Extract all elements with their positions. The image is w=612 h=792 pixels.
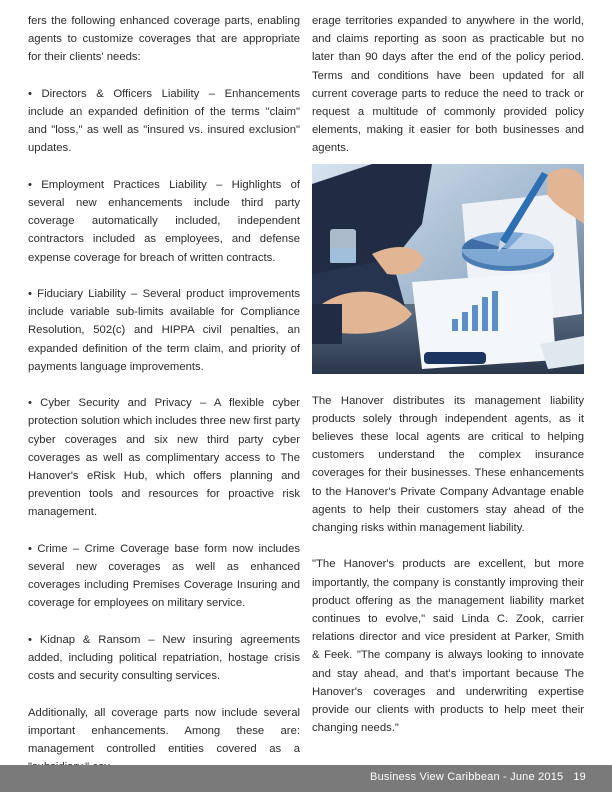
footer-text bbox=[370, 771, 586, 783]
paragraph-zook-quote: "The Hanover's products are excellent, but more importantly, the company is constantly improving their product offering as the management liability market continues to evolve," said Linda C. Zook, carrier relations director and vice president at Parker, Smith & Feek. "The company is always looking to innovate and stay ahead, and that's important because The Hanover's coverages and underwriting expertise provide our clients with products to help meet their changing needs." bbox=[312, 558, 584, 735]
page-number: 19 bbox=[573, 771, 586, 783]
business-meeting-photo bbox=[312, 164, 584, 374]
right-column bbox=[312, 12, 584, 737]
page-footer bbox=[0, 765, 612, 792]
bullet-fiduciary-liability: • Fiduciary Liability – Several product improvements include variable sub-limits available for Compliance Resolution, 502(c) and HIPPA civil penalties, an expanded definition of the term claim, and priority of payments language improvements. bbox=[28, 288, 300, 373]
bullet-directors-officers: • Directors & Officers Liability – Enhancements include an expanded definition of the terms "claim" and "loss," as well as "insured vs. insured exclusion" updates. bbox=[28, 87, 300, 155]
publication-name: Business View Caribbean - June 2015 bbox=[370, 771, 564, 783]
business-meeting-charts-photo-icon bbox=[312, 164, 584, 374]
left-column bbox=[28, 12, 300, 776]
bullet-crime: • Crime – Crime Coverage base form now includes several new coverages as well as enhanced coverages including Premises Coverage Insuring and coverage for employees on military service. bbox=[28, 542, 300, 610]
bullet-cyber-security: • Cyber Security and Privacy – A flexible cyber protection solution which includes three new first party cyber coverages and six new third party cyber coverages as well as complimentary access to The Hanover's eRisk Hub, which offers planning and prevention tools and resources for proactive risk management. bbox=[28, 397, 300, 519]
bullet-employment-practices: • Employment Practices Liability – Highlights of several new enhancements include third party coverage automatically included, independent contractors included as employees, and defense expense coverage for breach of written contracts. bbox=[28, 178, 300, 264]
paragraph-additionally: Additionally, all coverage parts now include several important enhancements. Among these are: management controlled entities covered as a bbox=[28, 706, 300, 756]
paragraph-hanover-distribution: The Hanover distributes its management liability products solely through independent agents, as it believes these local agents are critical to helping customers understand the complex insurance coverages for their businesses. These enhancements to the Hanover's Private Company Advantage enable agents to help their customers stay ahead of the changing risks within management liability. bbox=[312, 394, 584, 535]
paragraph-coverage-territories: erage territories expanded to anywhere in the world, and claims reporting as soon as practicable but no later than 90 days after the end of the policy period. Terms and conditions have been updated for all current coverage parts to reduce the need to track or request a multitude of commonly provided policy elements, making it easier for both businesses and agents. bbox=[312, 15, 584, 155]
paragraph-intro-continued: fers the following enhanced coverage parts, enabling agents to customize coverages that are appropriate for their clients' needs: bbox=[28, 15, 300, 64]
bullet-kidnap-ransom: • Kidnap & Ransom – New insuring agreements added, including political repatriation, hostage crisis costs and security consulting services. bbox=[28, 633, 300, 683]
